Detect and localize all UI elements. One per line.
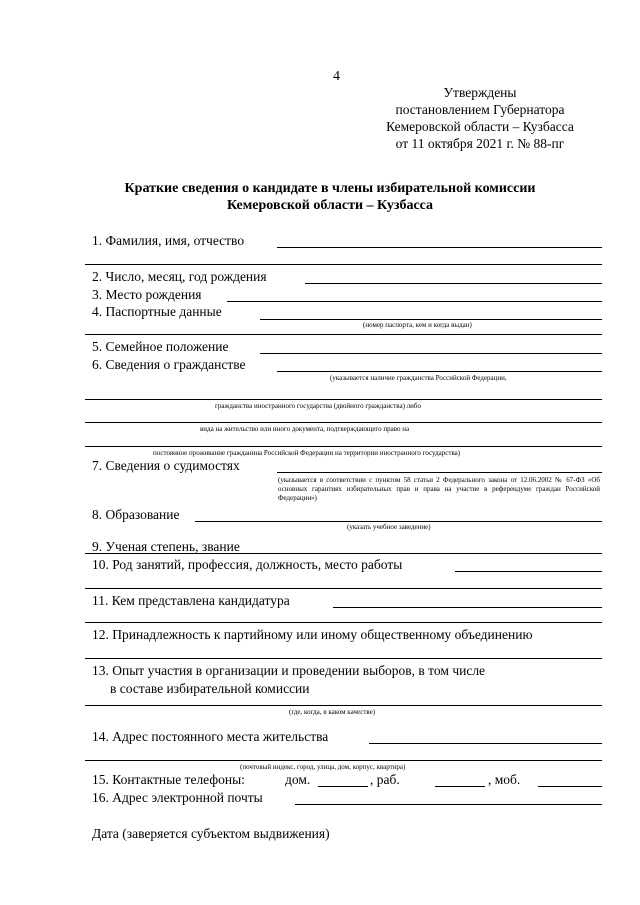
field-address-hint: (почтовый индекс, город, улица, дом, корпус, квартира) [240,763,406,771]
field-citizenship-hint-1: (указывается наличие гражданства Российской Федерации, [330,374,507,382]
field-party-label: 12. Принадлежность к партийному или иному общественному объединению [92,627,533,642]
field-full-name-line[interactable] [277,247,602,248]
field-citizenship-hint-2: гражданства иностранного государства (двойного гражданства) либо [215,402,421,410]
field-citizenship-hint-4: постоянное проживание гражданина Российской Федерации на территории иностранного государства) [153,449,461,457]
field-experience-hint: (где, когда, в каком качестве) [289,708,376,716]
field-citizenship-line[interactable] [277,371,602,372]
field-nominated-by-line-2[interactable] [85,622,602,623]
approval-block [360,84,600,152]
document-title-line-1: Краткие сведения о кандидате в члены избирательной комиссии [124,181,536,196]
field-passport-hint: (номер паспорта, кем и когда выдан) [363,321,472,329]
field-birth-place-label: 3. Место рождения [92,287,202,302]
field-degree-line[interactable] [85,553,602,554]
field-convictions-label: 7. Сведения о судимостях [92,458,240,473]
field-occupation-line-2[interactable] [85,588,602,589]
field-phone-work-label: , раб. [370,772,400,787]
field-birth-date-line[interactable] [305,283,602,284]
field-phone-mobile-label: , моб. [488,772,521,787]
field-passport-line-2[interactable] [85,334,602,335]
field-address-label: 14. Адрес постоянного места жительства [92,729,329,744]
approval-line-2: постановлением Губернатора [395,102,565,117]
field-convictions-line[interactable] [277,472,602,473]
field-occupation-line[interactable] [455,571,602,572]
field-date-label: Дата (заверяется субъектом выдвижения) [92,826,330,841]
field-email-line[interactable] [295,804,602,805]
field-citizenship-label: 6. Сведения о гражданстве [92,357,246,372]
field-citizenship-line-2[interactable] [85,399,602,400]
field-full-name-label: 1. Фамилия, имя, отчество [92,233,245,248]
field-address-line-2[interactable] [85,760,602,761]
field-phones-label: 15. Контактные телефоны: [92,772,245,787]
approval-line-4: от 11 октября 2021 г. № 88-пг [395,136,565,151]
field-phone-mobile-line[interactable] [538,786,602,787]
field-birth-date-label: 2. Число, месяц, год рождения [92,269,267,284]
document-title-line-2: Кемеровской области – Кузбасса [226,198,434,213]
field-experience-label-2: в составе избирательной комиссии [110,681,310,696]
field-citizenship-hint-3: вида на жительство или иного документа, подтверждающего право на [200,425,410,433]
field-citizenship-line-4[interactable] [85,446,602,447]
field-phone-home-label: дом. [285,772,311,787]
field-marital-label: 5. Семейное положение [92,339,229,354]
field-education-label: 8. Образование [92,507,180,522]
document-title [60,180,600,214]
field-marital-line[interactable] [260,353,602,354]
field-passport-line[interactable] [260,319,602,320]
field-address-line[interactable] [369,743,602,744]
field-phone-home-line[interactable] [318,786,368,787]
approval-line-3: Кемеровской области – Кузбасса [386,119,574,134]
field-convictions-hint: (указывается в соответствии с пунктом 58 статьи 2 Федерального закона от 12.06.2002 № 67-ФЗ «Об основных гарантиях избирательных прав и права на участие в референдуме граждан Российской Федерации») [278,476,600,502]
field-education-hint: (указать учебное заведение) [347,523,431,531]
field-citizenship-line-3[interactable] [85,422,602,423]
field-nominated-by-line[interactable] [333,607,602,608]
field-birth-place-line[interactable] [227,301,602,302]
field-passport-label: 4. Паспортные данные [92,304,222,319]
field-full-name-line-2[interactable] [85,264,602,265]
field-email-label: 16. Адрес электронной почты [92,790,263,805]
field-nominated-by-label: 11. Кем представлена кандидатура [92,593,290,608]
page-number: 4 [333,69,340,84]
field-party-line[interactable] [85,658,602,659]
approval-line-1: Утверждены [443,85,517,100]
field-education-line[interactable] [195,521,602,522]
field-occupation-label: 10. Род занятий, профессия, должность, место работы [92,557,403,572]
field-experience-label-1: 13. Опыт участия в организации и проведении выборов, в том числе [92,663,486,678]
field-phone-work-line[interactable] [435,786,485,787]
field-experience-line[interactable] [85,705,602,706]
field-degree-label: 9. Ученая степень, звание [92,539,240,554]
